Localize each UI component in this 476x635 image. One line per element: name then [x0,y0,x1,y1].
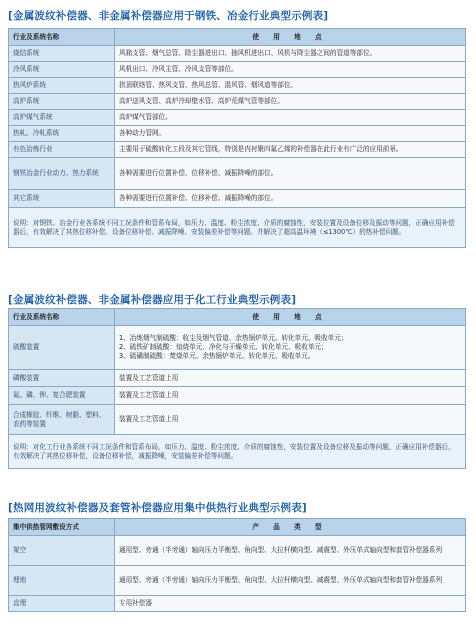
table-row [9,566,466,596]
row-use: 专用补偿器 [115,596,466,612]
header-industry: 行业及系统名称 [9,309,115,326]
table-row [9,158,466,190]
use-line: 3、硫磺制硫酸：焚烧单元、余热锅炉单元、转化单元、吸收单元。 [119,351,315,360]
row-name: 磷酸装置 [9,370,115,387]
row-name: 埋地 [9,566,115,596]
table-row [9,62,466,78]
row-name: 氮、磷、钾、复合肥装置 [9,387,115,405]
row-name: 直埋 [9,596,115,612]
row-name: 硫酸装置 [9,326,115,370]
table-row [9,78,466,94]
row-name: 其它系统 [9,190,115,208]
table-row [9,94,466,110]
table-row [9,405,466,435]
row-use: 通用型、旁通（半旁通）轴向压力平衡型、角向型、大拉杆横向型、减震型、外压单式轴向型和套管补偿器系列 [115,536,466,566]
table-row [9,46,466,62]
table-row [9,387,466,405]
table-row [9,536,466,566]
row-use: 各种动力管网。 [115,126,466,142]
table-row [9,370,466,387]
header-industry: 行业及系统名称 [9,29,115,46]
table-header-row [9,309,466,326]
row-name: 烧结系统 [9,46,115,62]
table-row [9,190,466,208]
table-row [9,126,466,142]
heating-industry-table [8,518,466,612]
row-name: 热轧、冷轧系统 [9,126,115,142]
row-name: 有色冶炼行业 [9,142,115,158]
table-row [9,596,466,612]
use-line: 1、冶炼烟气制硫酸：收尘及烟气管道、余热锅炉单元、转化单元、吸收单元； [119,334,348,343]
row-use: 风箱支管、烟气总管、除尘器进出口、抽风机进出口、风机与降尘器之间的管道等部位。 [115,46,466,62]
row-name: 合成橡胶、纤维、树脂、塑料、农药等装置 [9,405,115,435]
table-header-row [9,29,466,46]
section2-title: [金属波纹补偿器、非金属补偿器应用于化工行业典型示例表] [8,294,297,306]
row-use: 装置及工艺管道上用 [115,387,466,405]
section1-title: [金属波纹补偿器、非金属补偿器应用于钢铁、冶金行业典型示例表] [8,10,329,22]
row-use: 拱顶联络管、热风支管、热风总管、混风管、烟风道等部位。 [115,78,466,94]
row-use: 装置及工艺管道上用 [115,405,466,435]
table-note-row [9,208,466,248]
chemical-industry-table [8,308,466,469]
row-use: 高炉煤气管部位。 [115,110,466,126]
table-row [9,326,466,370]
row-use [115,326,466,370]
row-use: 高炉送风支管、高炉冷却壁水管、高炉荒煤气管等部位。 [115,94,466,110]
section3-title: [热网用波纹补偿器及套管补偿器应用集中供热行业典型示例表] [8,502,307,514]
row-name: 冷风系统 [9,62,115,78]
table-note-row [9,435,466,469]
table-row [9,142,466,158]
note-text: 说明：对钢铁、冶金行业各系统不同工况条件和管系布局，如压力、温度、粉尘浓度、介质的腐蚀性，安装位置及设备位移及振动等问题，正确应用补偿器后，有效解决了其热位移补偿、设备位移补偿、减振降噪、安装偏差补偿等问题。并解决了超高温环境（≤1300℃）的热补偿问题。 [9,208,466,248]
row-name: 钢铁冶金行业动力、热力系统 [9,158,115,190]
header-location: 使 用 地 点 [115,29,466,46]
table-header-row [9,519,466,536]
row-name: 热风炉系统 [9,78,115,94]
row-name: 架空 [9,536,115,566]
row-name: 高炉煤气系统 [9,110,115,126]
row-use: 各种需要进行位置补偿、位移补偿、减振降噪的部位。 [115,158,466,190]
table-row [9,110,466,126]
row-use: 主要用于硫酸转化工段及其它管线，特别是内衬聚四氟乙烯的补偿器在此行业有广泛的应用前景。 [115,142,466,158]
row-use: 装置及工艺管道上用 [115,370,466,387]
header-product-type: 产 品 类 型 [115,519,466,536]
row-use: 风机出口、冷风主管、冷风支管等部位。 [115,62,466,78]
row-name: 高炉系统 [9,94,115,110]
row-use: 通用型、旁通（半旁通）轴向压力平衡型、角向型、大拉杆横向型、减震型、外压单式轴向型和套管补偿器系列 [115,566,466,596]
use-line: 2、硫铁矿制硫酸：焙烧单元、净化与干燥单元、转化单元、吸收单元； [119,343,328,352]
note-text: 说明：对化工行业各系统不同工况条件和管系布局，如压力、温度、粉尘浓度、介质的腐蚀性，安装位置及设备位移及振动等问题，正确应用补偿器后，有效解决了其热位移补偿，设备位移补偿，减振降噪，安装偏差补偿等问题。 [9,435,466,469]
row-use: 各种需要进行位置补偿、位移补偿、减振降噪的部位。 [115,190,466,208]
header-location: 使 用 地 点 [115,309,466,326]
steel-industry-table [8,28,466,248]
header-method: 集中供热管网敷设方式 [9,519,115,536]
